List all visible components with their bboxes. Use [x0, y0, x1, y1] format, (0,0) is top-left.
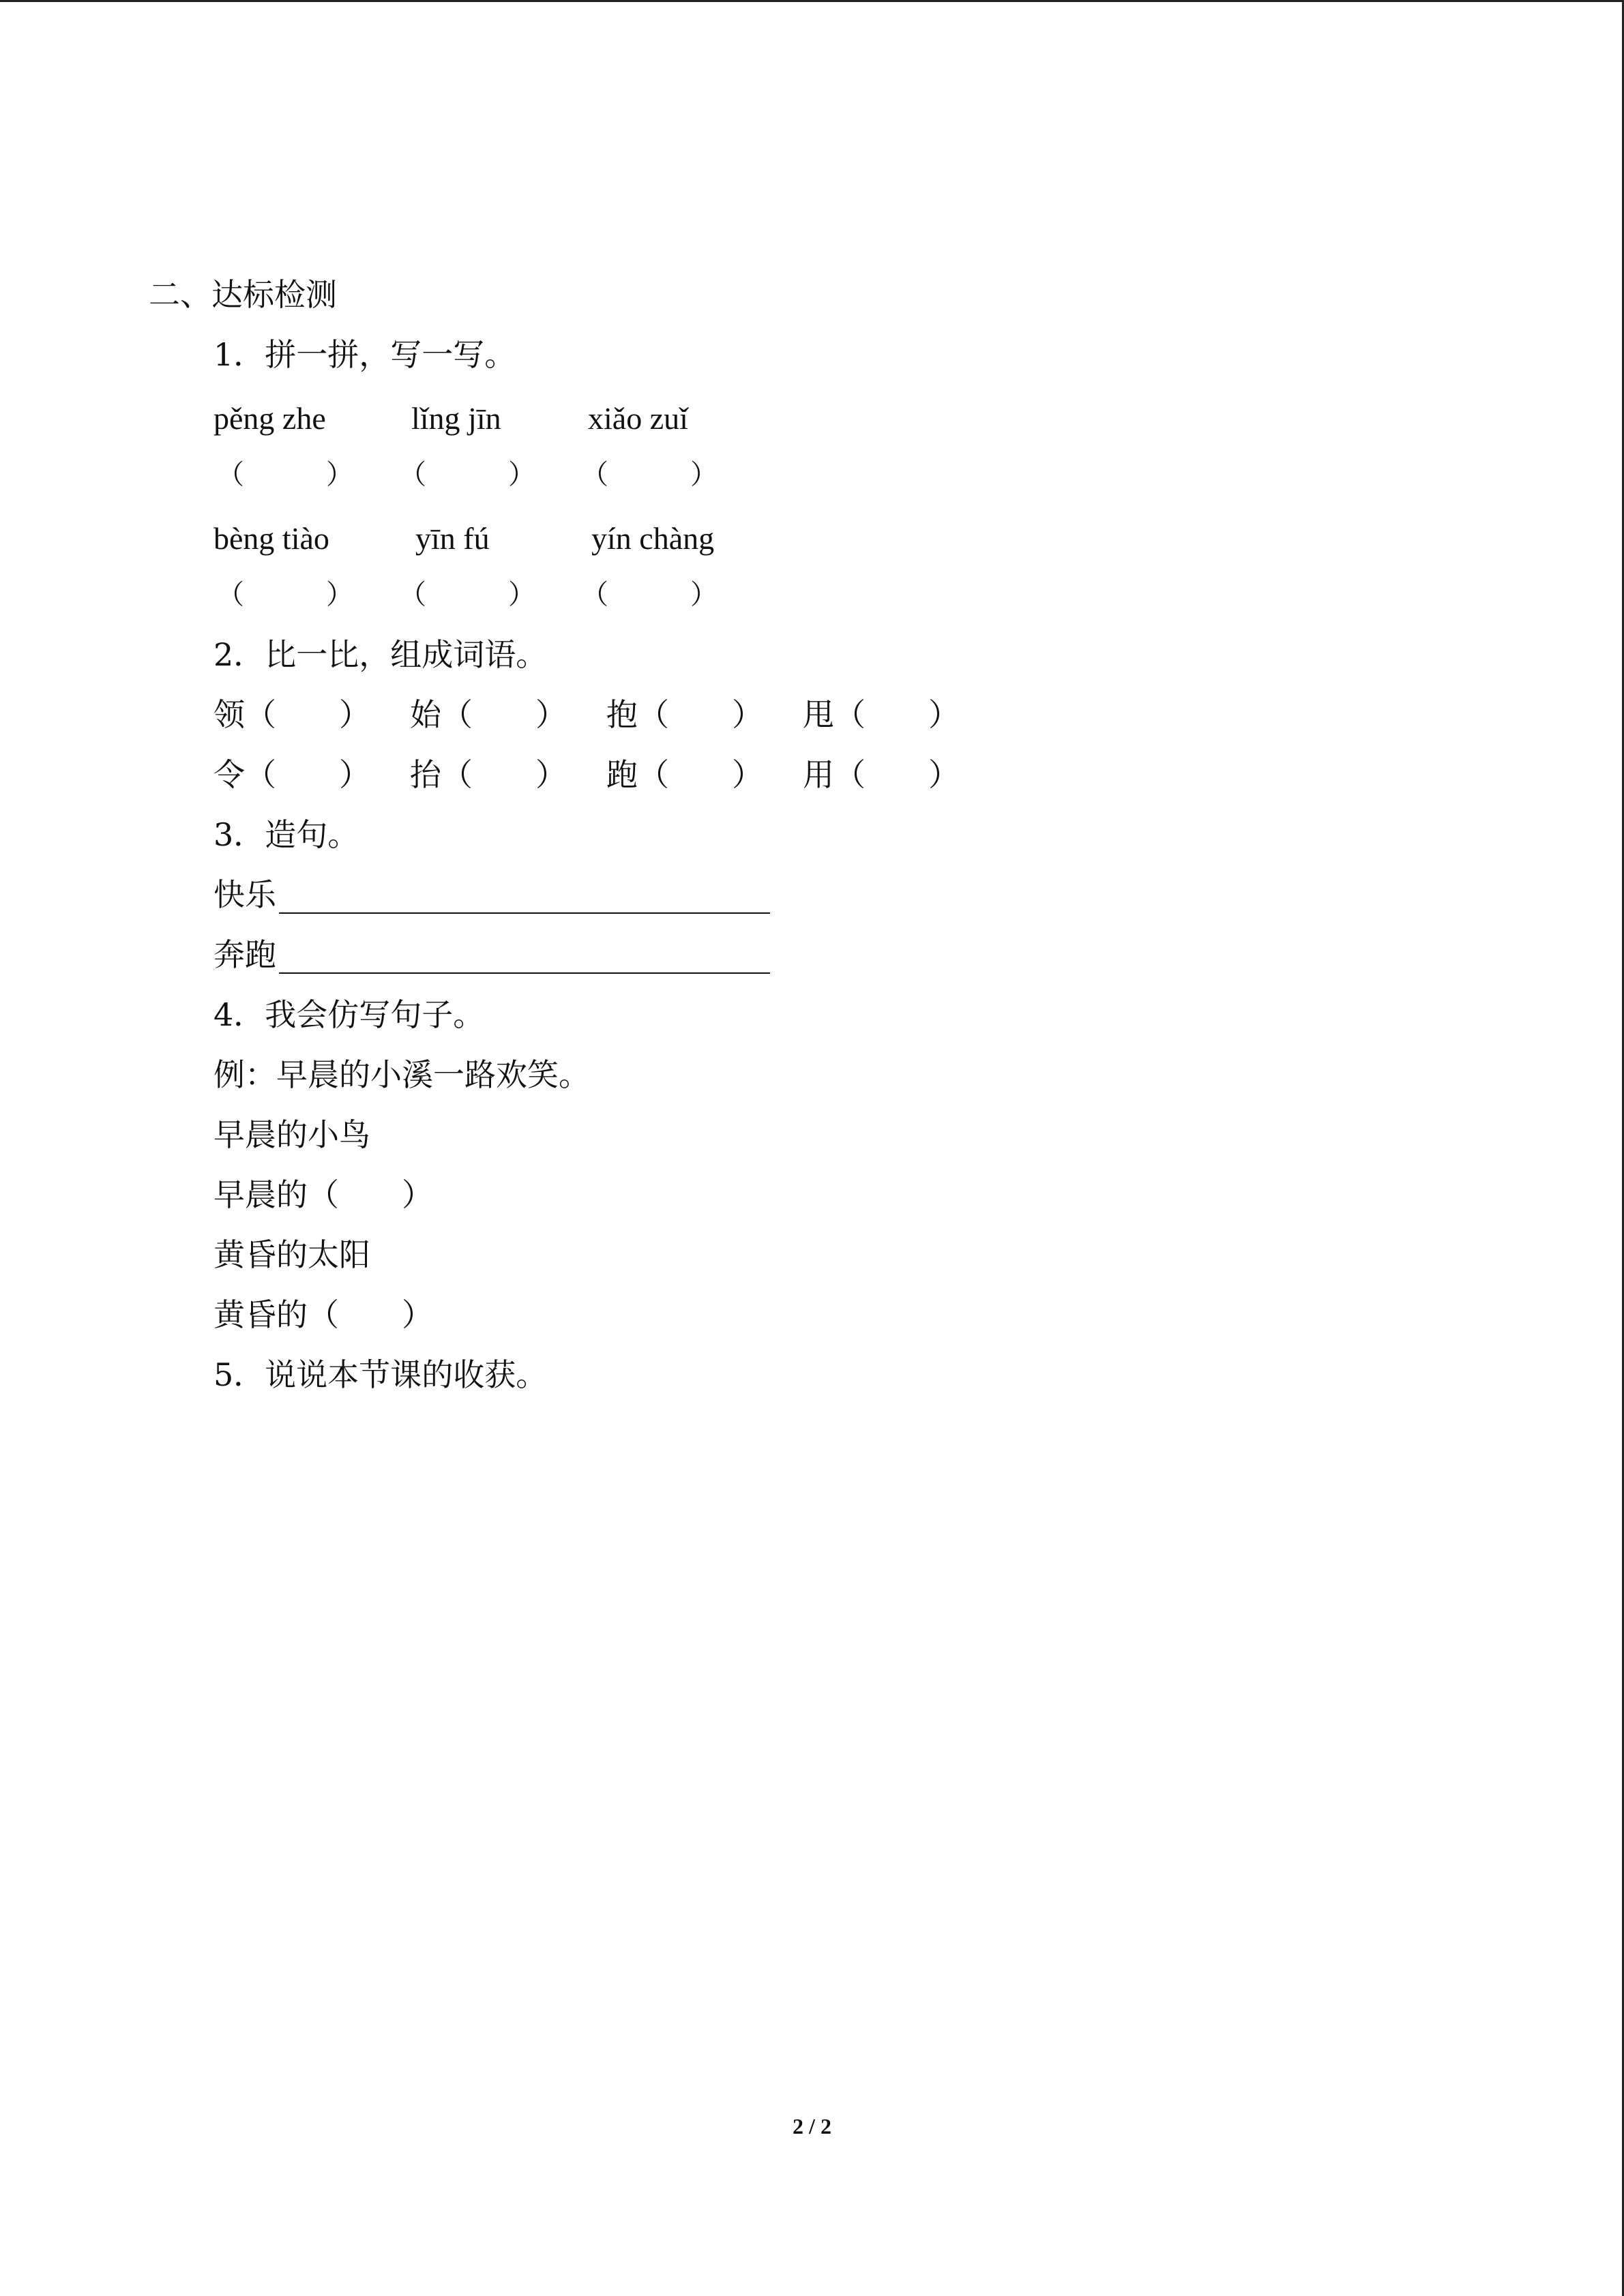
example-sentence: 例：早晨的小溪一路欢笑。: [213, 1056, 590, 1093]
word-blank[interactable]: 甩（ ）: [803, 696, 960, 733]
answer-blank[interactable]: （ ）: [399, 459, 535, 490]
word-blank[interactable]: 令（ ）: [213, 756, 370, 793]
answer-blank[interactable]: （ ）: [581, 579, 718, 610]
section-title: 二、达标检测: [149, 276, 337, 313]
pinyin-6: yín chàng: [591, 521, 715, 556]
model-phrase: 黄昏的太阳: [213, 1236, 370, 1273]
pinyin-4: bèng tiào: [213, 521, 329, 556]
word-blank[interactable]: 始（ ）: [410, 696, 567, 733]
q5-title: 5．说说本节课的收获。: [213, 1356, 548, 1393]
word-blank[interactable]: 抬（ ）: [410, 756, 567, 793]
q2-title: 2．比一比，组成词语。: [213, 636, 548, 673]
sentence-line[interactable]: [213, 936, 770, 974]
q4-title: 4．我会仿写句子。: [213, 996, 485, 1033]
pinyin-1: pěng zhe: [213, 401, 326, 436]
sentence-word: 奔跑: [213, 936, 276, 973]
word-blank[interactable]: 领（ ）: [213, 696, 370, 733]
answer-underline[interactable]: [279, 880, 770, 914]
pinyin-5: yīn fú: [415, 521, 490, 556]
pinyin-3: xiǎo zuǐ: [588, 401, 688, 436]
word-blank[interactable]: 用（ ）: [803, 756, 960, 793]
word-blank[interactable]: 抱（ ）: [606, 696, 763, 733]
q1-title: 1．拼一拼，写一写。: [213, 336, 516, 373]
answer-blank[interactable]: （ ）: [217, 579, 353, 610]
top-border: [0, 0, 1624, 2]
sentence-line[interactable]: [213, 876, 770, 914]
model-phrase: 早晨的小鸟: [213, 1116, 370, 1153]
answer-blank[interactable]: （ ）: [217, 459, 353, 490]
sentence-word: 快乐: [213, 876, 276, 913]
imitation-blank[interactable]: 早晨的（ ）: [213, 1176, 433, 1213]
word-blank[interactable]: 跑（ ）: [606, 756, 763, 793]
pinyin-2: lǐng jīn: [411, 401, 501, 436]
answer-blank[interactable]: （ ）: [399, 579, 535, 610]
page-number: 2 / 2: [793, 2114, 831, 2138]
answer-underline[interactable]: [279, 940, 770, 974]
answer-blank[interactable]: （ ）: [581, 459, 718, 490]
imitation-blank[interactable]: 黄昏的（ ）: [213, 1296, 433, 1333]
q3-title: 3．造句。: [213, 816, 359, 853]
